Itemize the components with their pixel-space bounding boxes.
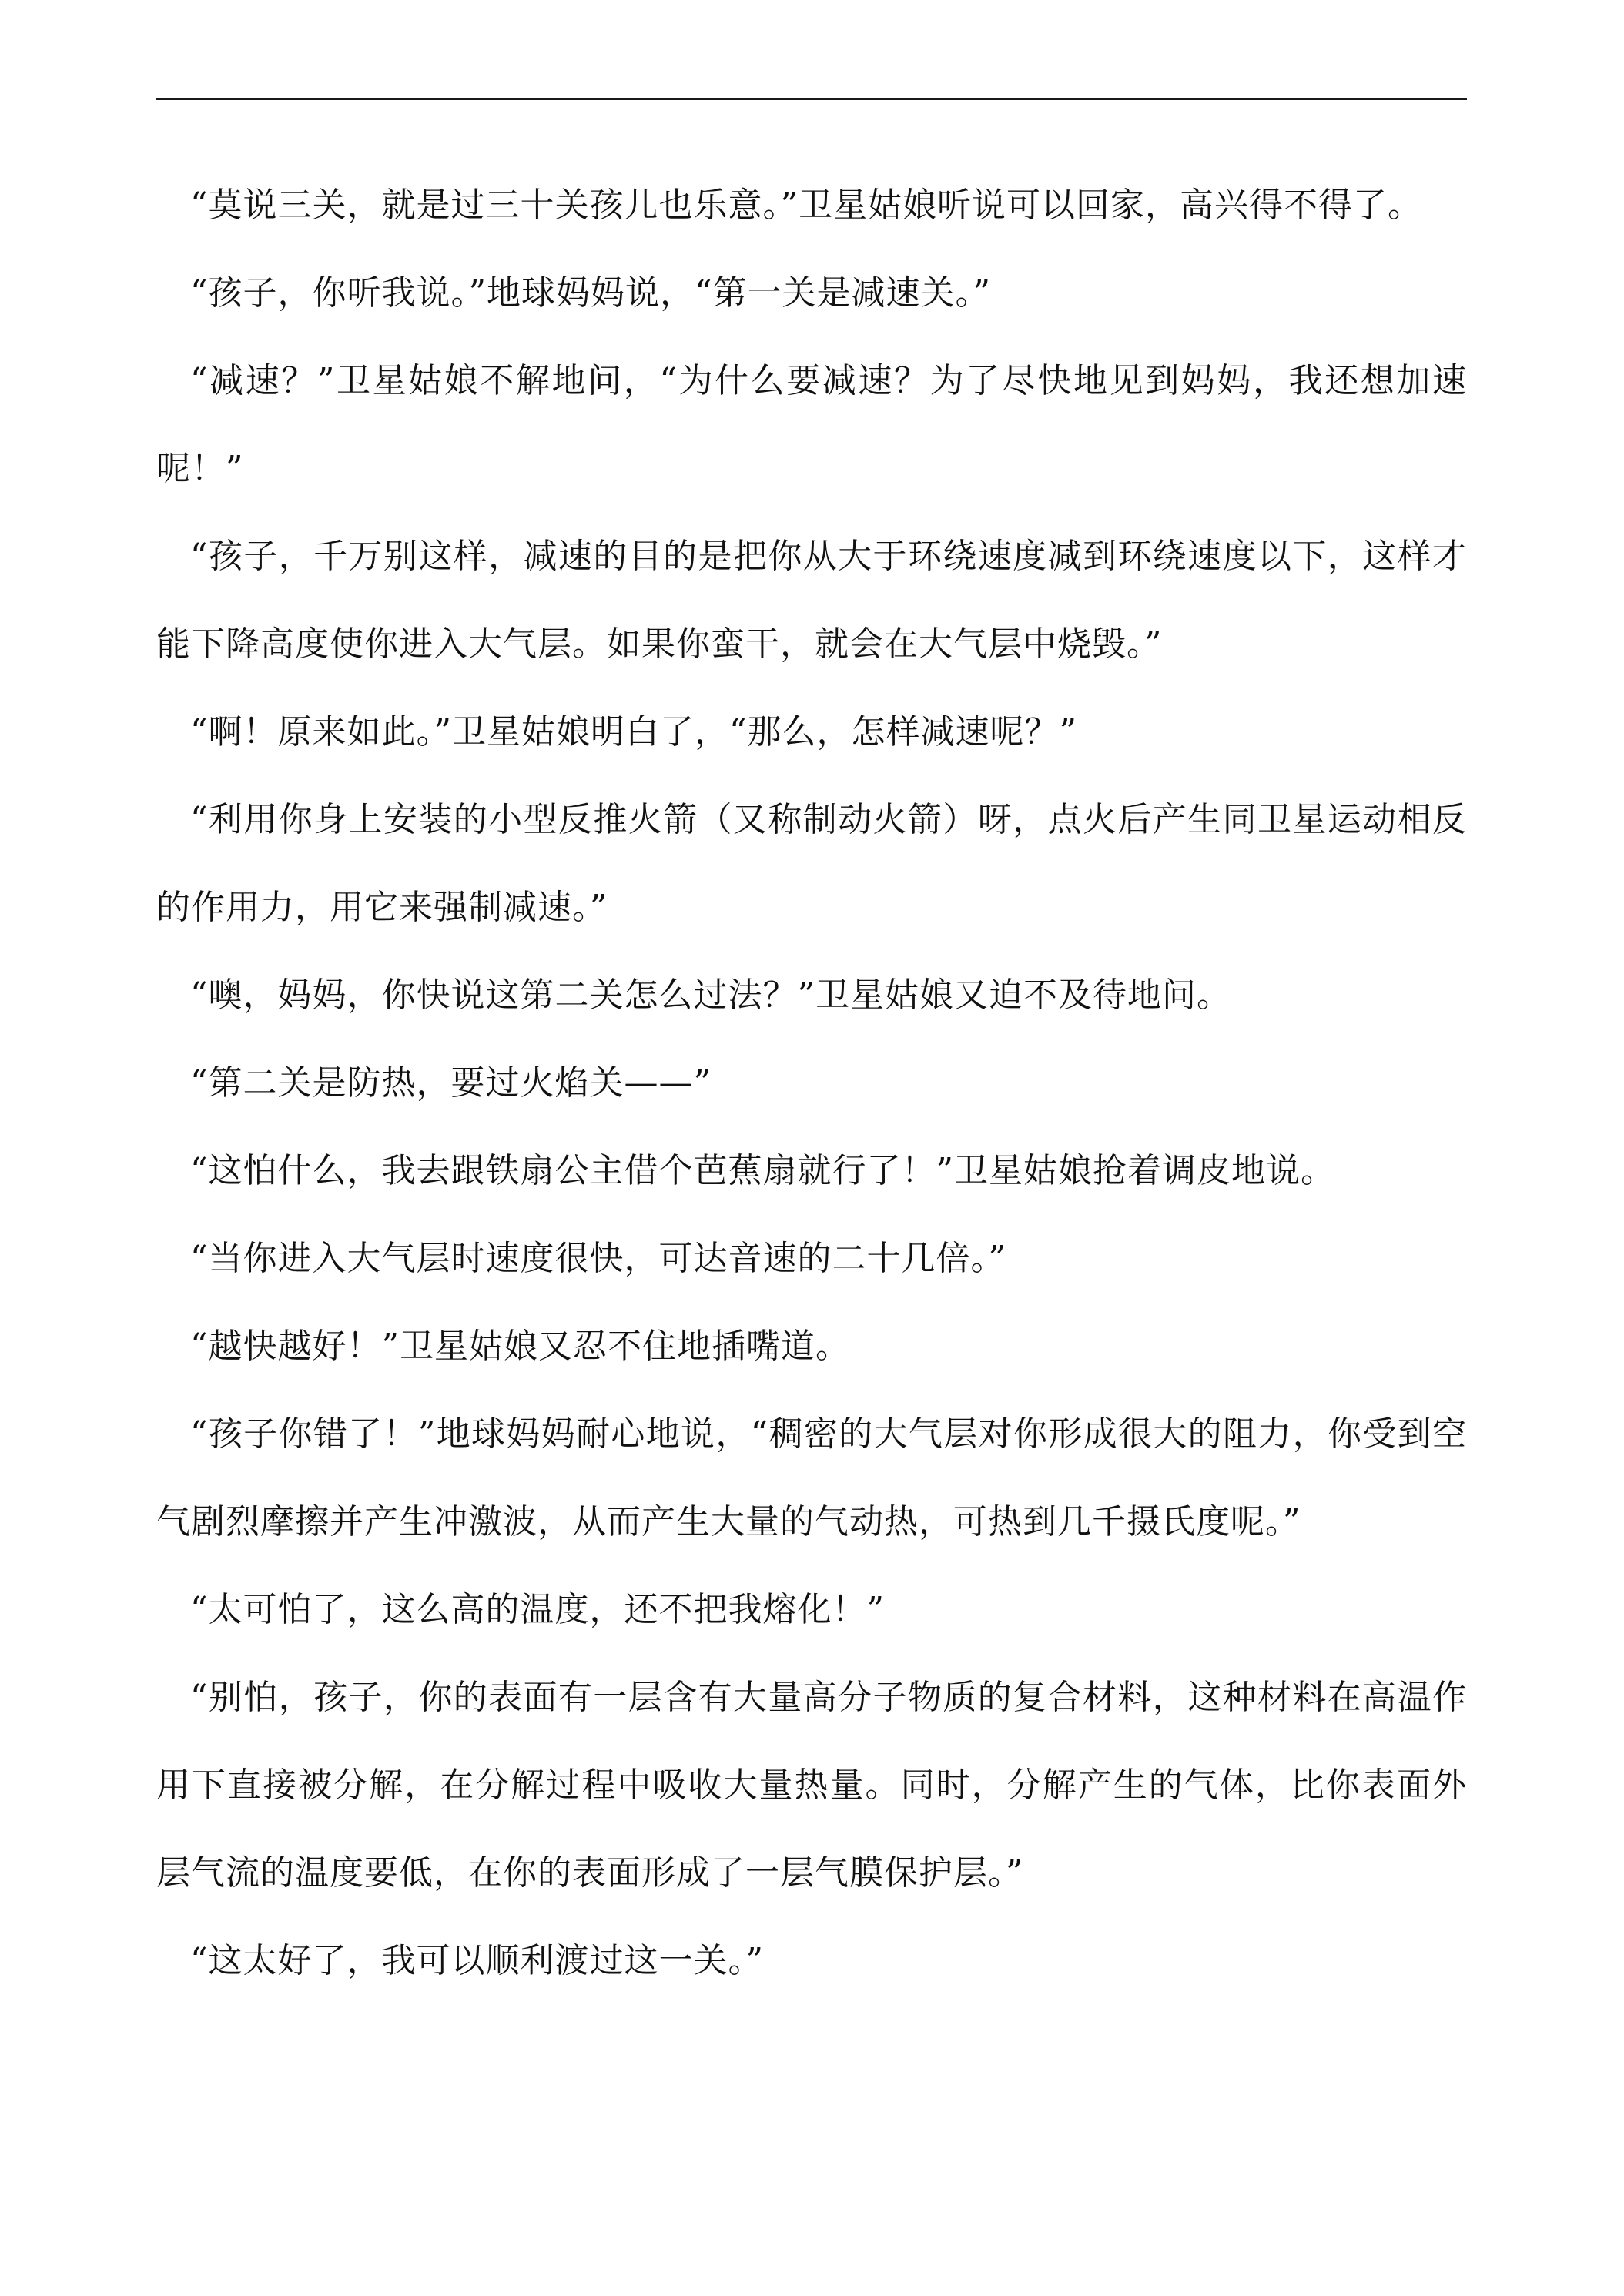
header-rule <box>156 98 1467 100</box>
paragraph-14: “别怕，孩子，你的表面有一层含有大量高分子物质的复合材料，这种材料在高温作用下直接被分解，在分解过程中吸收大量热量。同时，分解产生的气体，比你表面外层气流的温度要低，在你的表面形成了一层气膜保护层。” <box>156 1678 1467 1893</box>
paragraph-3: “减速？”卫星姑娘不解地问，“为什么要减速？为了尽快地见到妈妈，我还想加速呢！” <box>156 361 1467 488</box>
paragraph-1: “莫说三关，就是过三十关孩儿也乐意。”卫星姑娘听说可以回家，高兴得不得了。 <box>190 186 1422 225</box>
paragraph-6: “利用你身上安装的小型反推火箭（又称制动火箭）呀，点火后产生同卫星运动相反的作用力，用它来强制减速。” <box>156 800 1467 927</box>
paragraph-15: “这太好了，我可以顺利渡过这一关。” <box>190 1941 764 1980</box>
paragraph-10: “当你进入大气层时速度很快，可达音速的二十几倍。” <box>190 1239 1006 1278</box>
paragraph-5: “啊！原来如此。”卫星姑娘明白了，“那么，怎样减速呢？” <box>190 712 1077 751</box>
paragraph-9: “这怕什么，我去跟铁扇公主借个芭蕉扇就行了！”卫星姑娘抢着调皮地说。 <box>190 1151 1335 1190</box>
paragraph-11: “越快越好！”卫星姑娘又忍不住地插嘴道。 <box>190 1327 850 1366</box>
page-body <box>156 162 1467 2005</box>
paragraph-2: “孩子，你听我说。”地球妈妈说，“第一关是减速关。” <box>190 273 991 313</box>
paragraph-13: “太可怕了，这么高的温度，还不把我熔化！” <box>190 1590 885 1629</box>
paragraph-12: “孩子你错了！”地球妈妈耐心地说，“稠密的大气层对你形成很大的阻力，你受到空气剧烈摩擦并产生冲激波，从而产生大量的气动热，可热到几千摄氏度呢。” <box>156 1414 1467 1541</box>
paragraph-7: “噢，妈妈，你快说这第二关怎么过法？”卫星姑娘又迫不及待地问。 <box>190 976 1231 1015</box>
paragraph-4: “孩子，千万别这样，减速的目的是把你从大于环绕速度减到环绕速度以下，这样才能下降高度使你进入大气层。如果你蛮干，就会在大气层中烧毁。” <box>156 537 1467 664</box>
paragraph-8: “第二关是防热，要过火焰关——” <box>190 1063 712 1103</box>
